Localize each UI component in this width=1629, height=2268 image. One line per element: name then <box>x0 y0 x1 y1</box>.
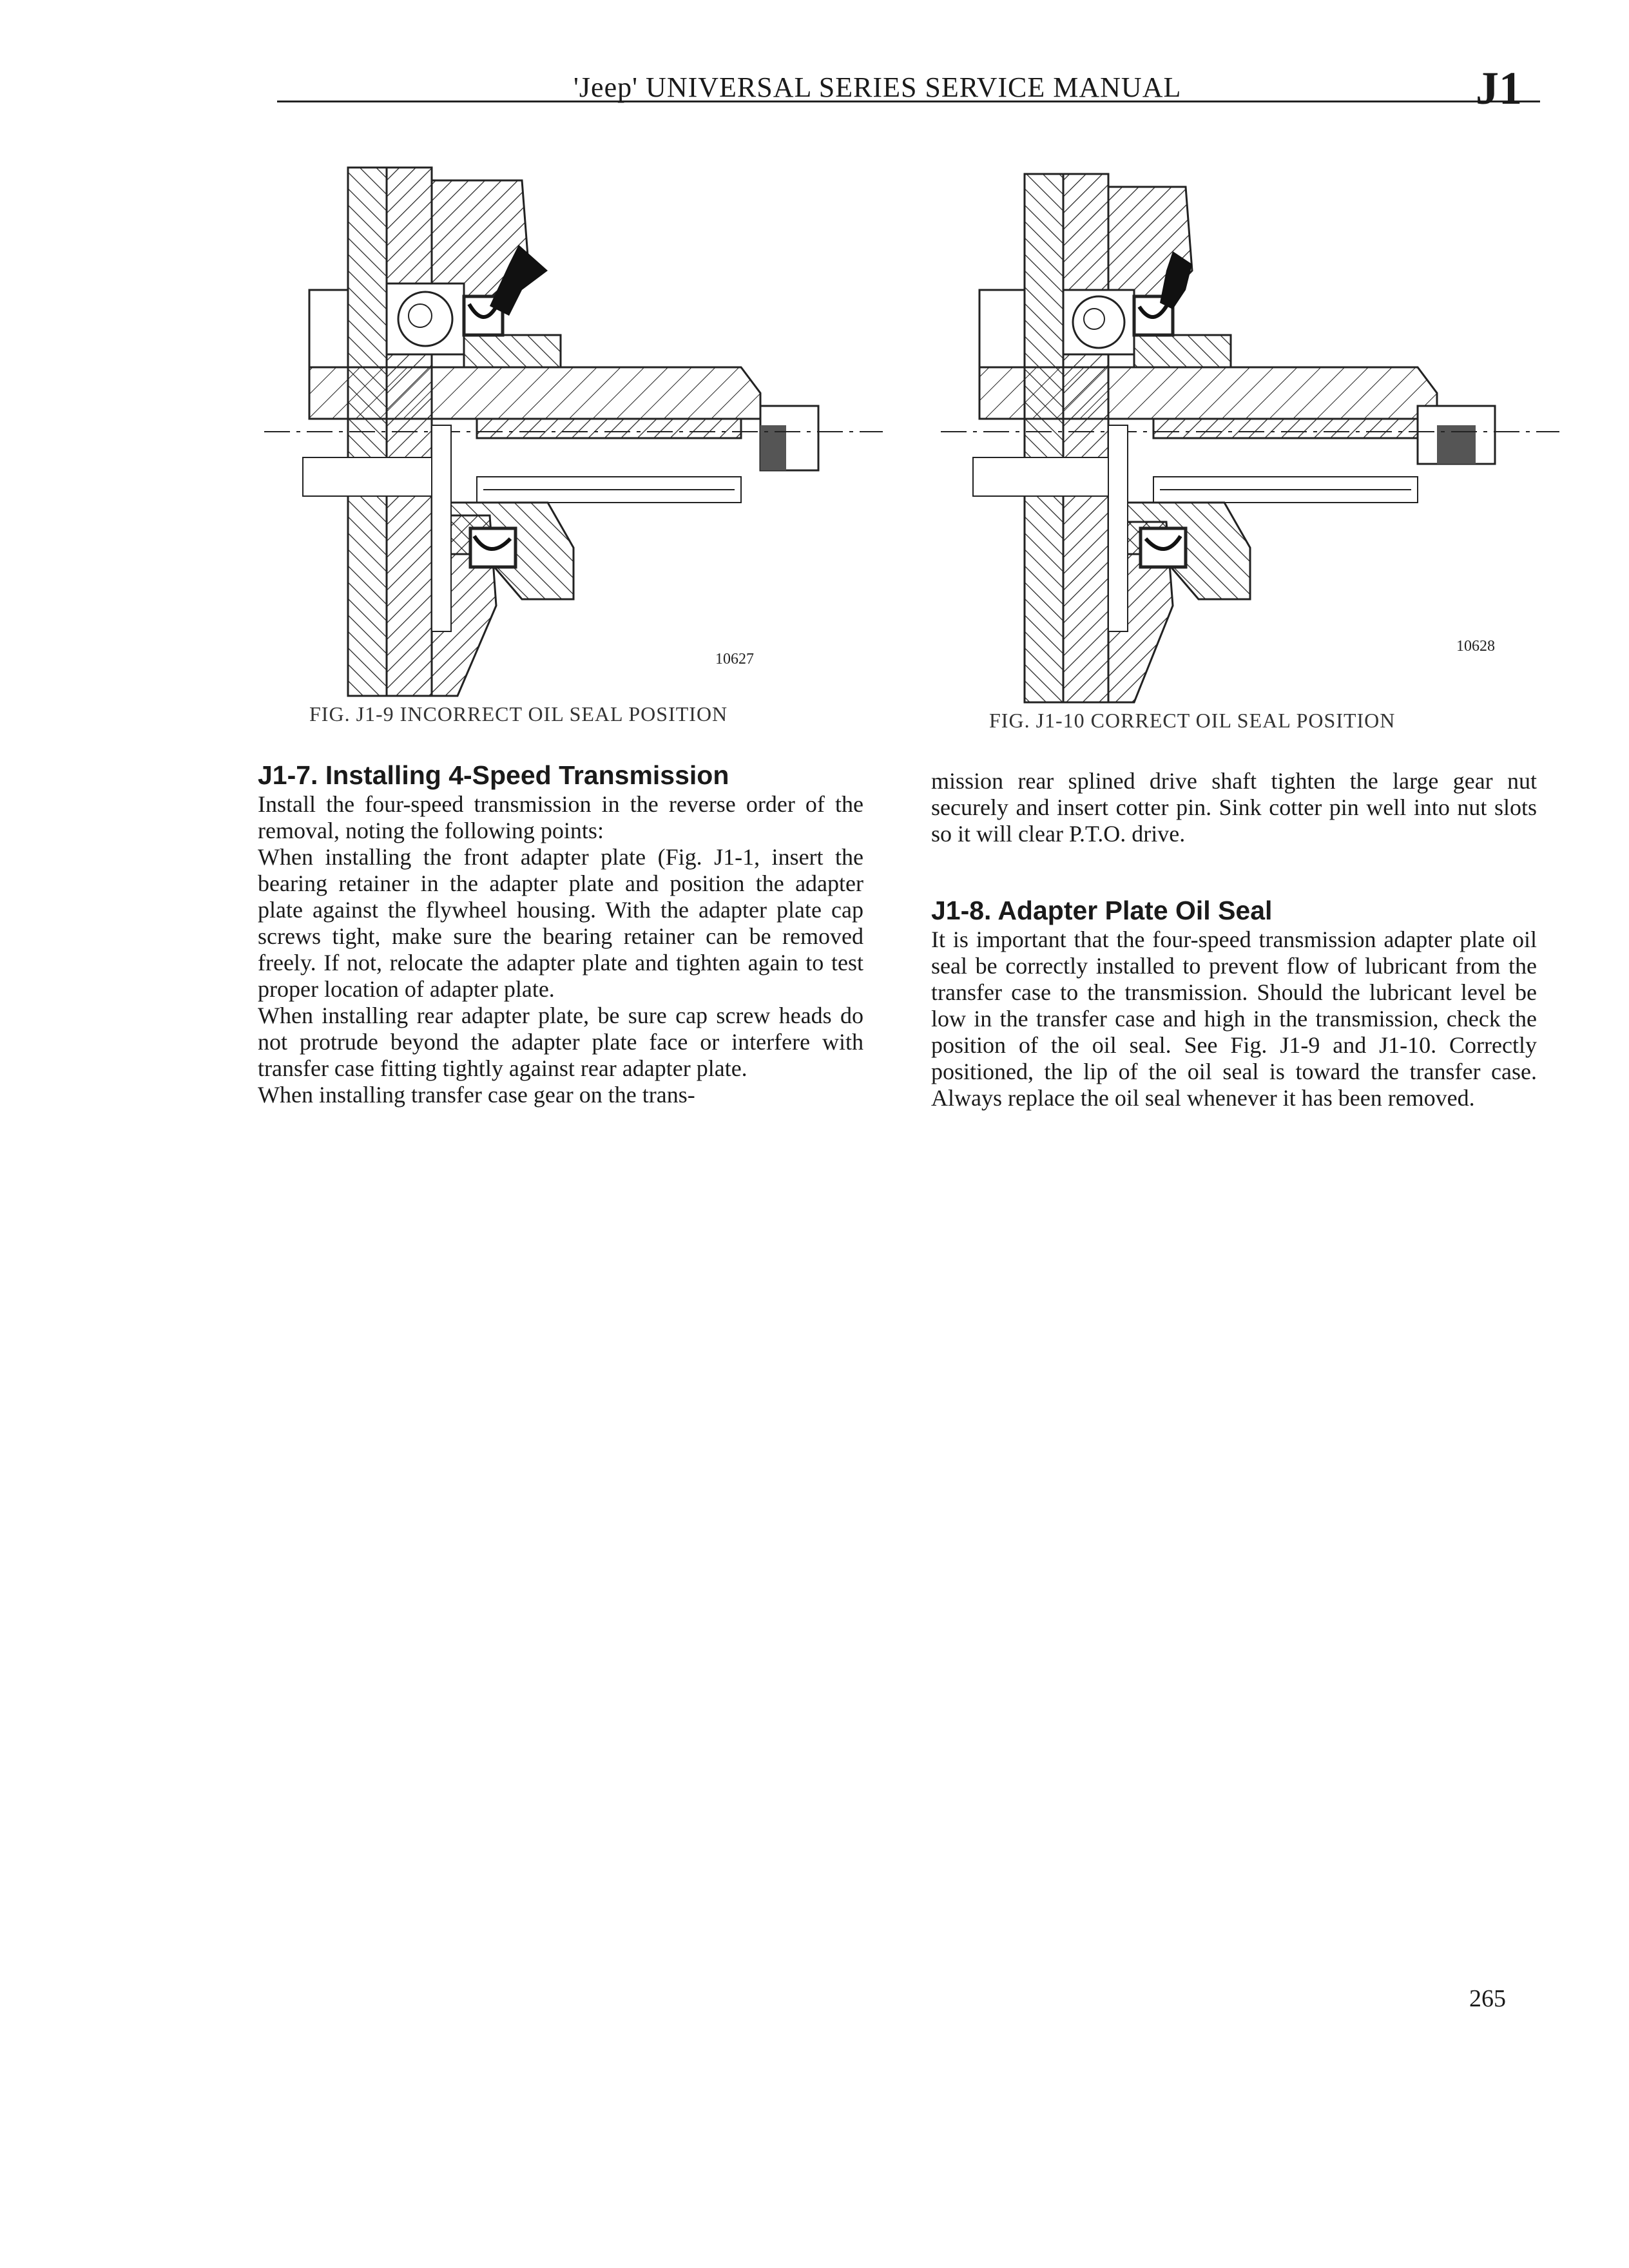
section-body-continued <box>931 768 1537 847</box>
paragraph: When installing transfer case gear on the trans- <box>258 1082 695 1108</box>
section-heading-j1-7: J1-7. Installing 4-Speed Transmission <box>258 760 729 790</box>
figure-correct-oil-seal <box>941 155 1559 722</box>
paragraph: When installing rear adapter plate, be sure cap screw heads do not protrude beyond the adapter plate face or interfere with transfer case fitting tightly against rear adapter plate. <box>258 1003 863 1081</box>
page-number: 265 <box>1469 1985 1506 2012</box>
section-body-j1-7 <box>258 791 863 1108</box>
paragraph: It is important that the four-speed transmission adapter plate oil seal be correctly installed to prevent flow of lubricant from the transfer case to the transmission. Should the lubricant level be low in the transfer case and high in the transmission, check the position of the oil seal. See Fig. J1-9 and J1-10. Correctly positioned, the lip of the oil seal is toward the transfer case. Always replace the oil seal whenever it has been removed. <box>931 927 1537 1111</box>
paragraph: When installing the front adapter plate (Fig. J1-1, insert the bearing retainer in the adapter plate and position the adapter plate against the flywheel housing. With the adapter plate cap screws tight, make sure the bearing retainer can be removed freely. If not, relocate the adapter plate and tighten again to test proper location of adapter plate. <box>258 844 863 1002</box>
figure-number-label: 10628 <box>1456 638 1495 655</box>
paragraph: Install the four-speed transmission in the reverse order of the removal, noting the following points: <box>258 791 863 843</box>
paragraph: mission rear splined drive shaft tighten the large gear nut securely and insert cotter pin. Sink cotter pin well into nut slots so it will clear P.T.O. drive. <box>931 768 1537 847</box>
section-body-j1-8 <box>931 927 1537 1111</box>
section-code: J1 <box>1476 62 1522 114</box>
figure-caption-2: FIG. J1-10 CORRECT OIL SEAL POSITION <box>989 709 1396 732</box>
section-heading-j1-8: J1-8. Adapter Plate Oil Seal <box>931 896 1273 925</box>
figure-incorrect-oil-seal <box>264 155 883 722</box>
figure-caption-1: FIG. J1-9 INCORRECT OIL SEAL POSITION <box>309 702 728 726</box>
header-title: 'Jeep' UNIVERSAL SERIES SERVICE MANUAL <box>574 72 1182 103</box>
figure-number-label: 10627 <box>715 651 754 668</box>
